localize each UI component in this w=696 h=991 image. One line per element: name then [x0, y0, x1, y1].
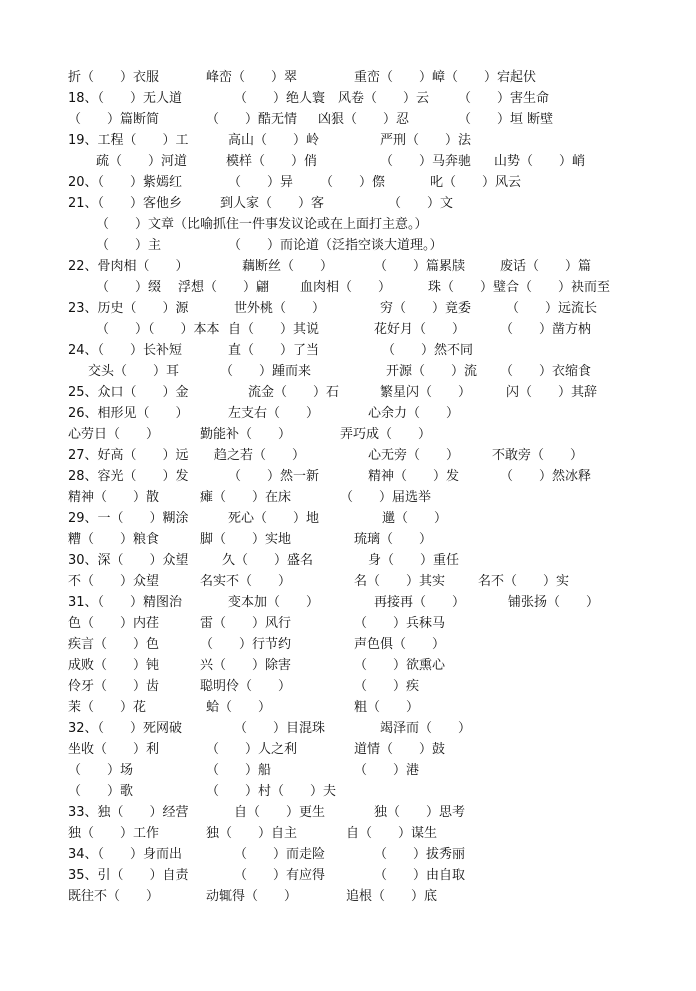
text-segment: 兴（ ）除害	[200, 658, 292, 673]
text-segment: （ ）踵而来	[220, 364, 312, 379]
text-segment: 再接再（ ）	[374, 595, 466, 610]
text-segment: 琉璃（ ）	[354, 532, 433, 547]
text-segment: （ ）场	[68, 763, 134, 778]
text-line	[68, 592, 670, 613]
text-segment: 繁星闪（ ）	[380, 385, 472, 400]
text-segment: （ ）文章（比喻抓住一件事发议论或在上面打主意。）	[96, 217, 428, 232]
text-line	[68, 214, 670, 235]
text-segment: （ ）篇累牍	[374, 259, 466, 274]
text-segment: 20、（ ）紫嫣红	[68, 175, 183, 190]
text-line	[68, 340, 670, 361]
text-segment: 精神（ ）发	[368, 469, 460, 484]
text-segment: （ ）凿方枘	[500, 322, 592, 337]
text-segment: （ ）欲熏心	[354, 658, 446, 673]
text-segment: 蛤（ ）	[206, 700, 272, 715]
text-line	[68, 361, 670, 382]
text-segment: （ ）缀	[96, 280, 162, 295]
text-segment: 折（ ）衣服	[68, 70, 160, 85]
text-segment: 邋（ ）	[382, 511, 448, 526]
text-segment: 35、引（ ）自责	[68, 868, 189, 883]
text-segment: 峰峦（ ）翠	[206, 70, 298, 85]
text-segment: 心余力（ ）	[368, 406, 460, 421]
text-line	[68, 382, 670, 403]
text-line	[68, 235, 670, 256]
text-segment: 直（ ）了当	[228, 343, 320, 358]
text-segment: 粗（ ）	[354, 700, 420, 715]
text-line	[68, 277, 670, 298]
text-line	[68, 613, 670, 634]
text-segment: （ ）兵秣马	[354, 616, 446, 631]
text-segment: （ ）人之利	[206, 742, 298, 757]
text-segment: （ ）异	[228, 175, 294, 190]
text-segment: 到人家（ ）客	[220, 196, 325, 211]
text-segment: 心无旁（ ）	[368, 448, 460, 463]
text-segment: 勤能补（ ）	[200, 427, 292, 442]
text-segment: 铺张扬（ ）	[508, 595, 600, 610]
text-segment: 弄巧成（ ）	[340, 427, 432, 442]
text-segment: 趋之若（ ）	[214, 448, 306, 463]
text-segment: 伶牙（ ）齿	[68, 679, 160, 694]
text-segment: 流金（ ）石	[248, 385, 340, 400]
text-segment: 名实不（ ）	[200, 574, 292, 589]
text-segment: （ ）船	[206, 763, 272, 778]
text-line	[68, 256, 670, 277]
text-segment: 藕断丝（ ）	[242, 259, 334, 274]
text-line	[68, 319, 670, 340]
text-segment: 雷（ ）风行	[200, 616, 292, 631]
text-line	[68, 634, 670, 655]
text-line	[68, 676, 670, 697]
text-segment: （ ）傺	[320, 175, 386, 190]
text-line	[68, 67, 670, 88]
text-segment: 18、（ ）无人道	[68, 91, 183, 106]
text-segment: 22、骨肉相（ ）	[68, 259, 189, 274]
text-segment: （ ）然一新	[228, 469, 320, 484]
text-segment: 穷（ ）竟委	[380, 301, 472, 316]
text-segment: 名不（ ）实	[478, 574, 570, 589]
text-line	[68, 697, 670, 718]
text-segment: （ ）然冰释	[500, 469, 592, 484]
text-segment: 动辄得（ ）	[206, 889, 298, 904]
text-segment: 变本加（ ）	[228, 595, 320, 610]
text-line	[68, 88, 670, 109]
text-segment: 色（ ）内荏	[68, 616, 160, 631]
text-segment: 浮想（ ）翩	[178, 280, 270, 295]
text-segment: （ ）歌	[68, 784, 134, 799]
text-segment: （ ）拔秀丽	[374, 847, 466, 862]
text-segment: （ ）村（ ）夫	[206, 784, 337, 799]
text-segment: （ ）由自取	[374, 868, 466, 883]
text-line	[68, 487, 670, 508]
text-segment: 瘫（ ）在床	[200, 490, 292, 505]
text-segment: 疾言（ ）色	[68, 637, 160, 652]
text-segment: 追根（ ）底	[346, 889, 438, 904]
text-segment: 叱（ ）风云	[430, 175, 522, 190]
text-line	[68, 109, 670, 130]
text-line	[68, 550, 670, 571]
text-line	[68, 529, 670, 550]
text-segment: （ ）绝人寰 风卷（ ）云	[234, 91, 430, 106]
text-segment: 废话（ ）篇	[500, 259, 592, 274]
text-line	[68, 865, 670, 886]
text-segment: 名（ ）其实	[354, 574, 446, 589]
text-segment: 21、（ ）客他乡	[68, 196, 183, 211]
text-line	[68, 445, 670, 466]
text-segment: 死心（ ）地	[228, 511, 320, 526]
text-segment: （ ）有应得	[234, 868, 326, 883]
text-line	[68, 571, 670, 592]
text-segment: 疏（ ）河道	[96, 154, 188, 169]
text-segment: 开源（ ）流	[386, 364, 478, 379]
text-segment: （ ）文	[388, 196, 454, 211]
text-segment: 26、相形见（ ）	[68, 406, 189, 421]
text-line	[68, 508, 670, 529]
text-segment: 竭泽而（ ）	[380, 721, 472, 736]
text-line	[68, 739, 670, 760]
text-segment: （ ）疾	[354, 679, 420, 694]
text-segment: 30、深（ ）众望	[68, 553, 189, 568]
text-segment: 茉（ ）花	[68, 700, 147, 715]
text-segment: 23、历史（ ）源	[68, 301, 189, 316]
text-segment: （ ）届选举	[340, 490, 432, 505]
text-segment: （ ）行节约	[200, 637, 292, 652]
text-segment: （ ）害生命	[458, 91, 550, 106]
text-segment: 24、（ ）长补短	[68, 343, 183, 358]
text-line	[68, 718, 670, 739]
text-segment: 心劳日（ ）	[68, 427, 160, 442]
text-segment: 独（ ）自主	[206, 826, 298, 841]
text-segment: 糟（ ）粮食	[68, 532, 160, 547]
text-segment: （ ）而走险	[234, 847, 326, 862]
text-segment: 聪明伶（ ）	[200, 679, 292, 694]
text-line	[68, 172, 670, 193]
text-segment: 模样（ ）俏	[226, 154, 318, 169]
text-line	[68, 193, 670, 214]
text-segment: （ ）目混珠	[234, 721, 326, 736]
text-line	[68, 298, 670, 319]
text-segment: 成败（ ）钝	[68, 658, 160, 673]
text-segment: 高山（ ）岭	[228, 133, 320, 148]
text-segment: 精神（ ）散	[68, 490, 160, 505]
text-segment: 久（ ）盛名	[222, 553, 314, 568]
text-segment: 严刑（ ）法	[380, 133, 472, 148]
text-segment: 血肉相（ ）	[300, 280, 392, 295]
text-segment: （ ）酷无情	[206, 112, 298, 127]
text-segment: 自（ ）更生	[234, 805, 326, 820]
text-line	[68, 823, 670, 844]
text-line	[68, 403, 670, 424]
text-segment: （ ）远流长	[506, 301, 598, 316]
text-line	[68, 151, 670, 172]
text-segment: （ ）垣 断壁	[458, 112, 554, 127]
text-segment: 32、（ ）死网破	[68, 721, 183, 736]
text-segment: 凶狠（ ）忍	[318, 112, 410, 127]
text-line	[68, 844, 670, 865]
text-segment: 脚（ ）实地	[200, 532, 292, 547]
text-line	[68, 886, 670, 907]
text-segment: （ ）而论道（泛指空谈大道理。）	[228, 238, 443, 253]
text-segment: 世外桃（ ）	[234, 301, 326, 316]
text-line	[68, 802, 670, 823]
text-segment: 34、（ ）身而出	[68, 847, 183, 862]
text-line	[68, 781, 670, 802]
text-line	[68, 466, 670, 487]
text-segment: 交头（ ）耳	[88, 364, 180, 379]
text-segment: 重峦（ ）嶂（ ）宕起伏	[354, 70, 537, 85]
text-segment: 既往不（ ）	[68, 889, 160, 904]
text-segment: （ ）衣缩食	[500, 364, 592, 379]
text-segment: （ ）港	[354, 763, 420, 778]
text-segment: 28、容光（ ）发	[68, 469, 189, 484]
text-segment: 闪（ ）其辞	[506, 385, 598, 400]
text-segment: 声色俱（ ）	[354, 637, 446, 652]
text-segment: 自（ ）其说	[228, 322, 320, 337]
text-segment: 25、众口（ ）金	[68, 385, 189, 400]
text-line	[68, 130, 670, 151]
text-segment: 19、工程（ ）工	[68, 133, 189, 148]
text-segment: 独（ ）工作	[68, 826, 160, 841]
text-segment: 不敢旁（ ）	[492, 448, 584, 463]
text-segment: （ ）（ ）本本	[96, 322, 220, 337]
text-line	[68, 655, 670, 676]
text-segment: 27、好高（ ）远	[68, 448, 189, 463]
text-segment: 不（ ）众望	[68, 574, 160, 589]
text-segment: 山势（ ）峭	[494, 154, 586, 169]
text-segment: 道情（ ）鼓	[354, 742, 446, 757]
text-segment: 左支右（ ）	[228, 406, 320, 421]
text-line	[68, 424, 670, 445]
text-segment: 29、一（ ）糊涂	[68, 511, 189, 526]
text-segment: （ ）然不同	[382, 343, 474, 358]
text-segment: 坐收（ ）利	[68, 742, 160, 757]
text-segment: 花好月（ ）	[374, 322, 466, 337]
text-segment: 33、独（ ）经营	[68, 805, 189, 820]
text-segment: 独（ ）思考	[374, 805, 466, 820]
text-segment: （ ）篇断简	[68, 112, 160, 127]
text-segment: 珠（ ）璧合（ ）袂而至	[428, 280, 611, 295]
text-segment: 身（ ）重任	[368, 553, 460, 568]
text-segment: （ ）主	[96, 238, 162, 253]
text-segment: （ ）马奔驰	[380, 154, 472, 169]
text-segment: 31、（ ）精图治	[68, 595, 183, 610]
text-segment: 自（ ）谋生	[346, 826, 438, 841]
text-line	[68, 760, 670, 781]
